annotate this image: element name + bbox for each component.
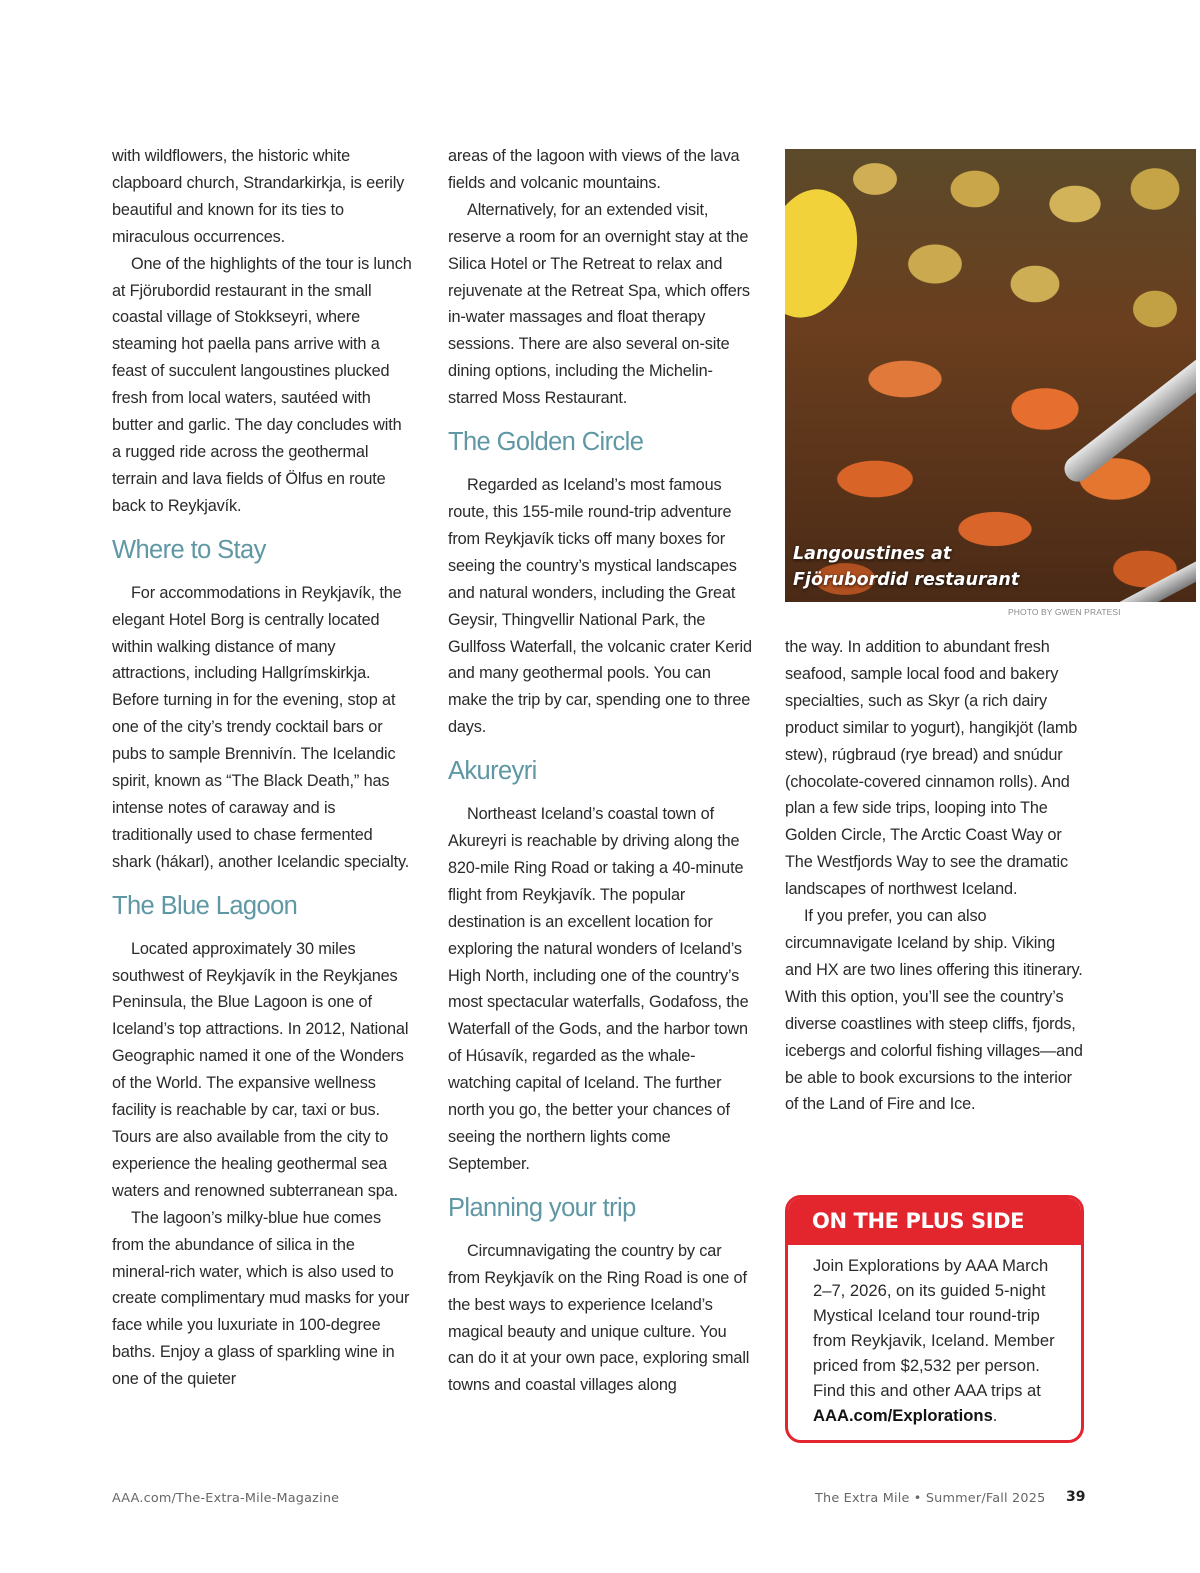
langoustines-photo: [785, 149, 1196, 602]
plus-side-sidebar: [785, 1195, 1084, 1443]
body-paragraph: For accommodations in Reykjavík, the elegant Hotel Borg is centrally located within walking distance of many attractions, including Hallgrímskirkja. Before turning in for the evening, stop at one of the city’s trendy cocktail bars or pubs to sample Brennivín. The Icelandic spirit, known as “The Black Death,” has intense notes of caraway and is traditionally used to chase fermented shark (hákarl), another Icelandic specialty.: [112, 583, 410, 871]
article-column-3: [785, 634, 1085, 1118]
sidebar-text: Join Explorations by AAA March 2–7, 2026, on its guided 5-night Mystical Iceland tour round-trip from Reykjavik, Iceland. Member priced from $2,532 per person. Find this and other AAA trips at: [813, 1256, 1055, 1400]
footer-issue: The Extra Mile • Summer/Fall 2025: [815, 1491, 1046, 1506]
body-paragraph: with wildflowers, the historic white clapboard church, Strandarkirkja, is eerily beautiful and known for its ties to miraculous occurrences.: [112, 147, 405, 246]
explorations-link[interactable]: AAA.com/Explorations: [813, 1406, 993, 1425]
body-paragraph: One of the highlights of the tour is lunch at Fjörubordid restaurant in the small coastal village of Stokkseyri, where steaming hot paella pans arrive with a feast of succulent langoustines plucked fresh from local waters, sautéed with butter and garlic. The day concludes with a rugged ride across the geothermal terrain and lava fields of Ölfus en route back to Reykjavík.: [112, 254, 412, 515]
body-paragraph: Circumnavigating the country by car from Reykjavík on the Ring Road is one of the best ways to experience Iceland’s magical beauty and unique culture. You can do it at your own pace, exploring small towns and coastal villages along: [448, 1241, 750, 1395]
serving-tongs-shape: [1090, 542, 1196, 602]
body-paragraph: Regarded as Iceland’s most famous route, this 155-mile round-trip adventure from Reykjavík ticks off many boxes for seeing the country’s mystical landscapes and natural wonders, including the Great Geysir, Thingvellir National Park, the Gullfoss Waterfall, the volcanic crater Kerid and many geothermal pools. You can make the trip by car, spending one to three days.: [448, 476, 752, 737]
body-paragraph: Located approximately 30 miles southwest of Reykjavík in the Reykjanes Peninsula, the Blue Lagoon is one of Iceland’s top attractions. In 2012, National Geographic named it one of the Wonders of the World. The expansive wellness facility is reachable by car, taxi or bus. Tours are also available from the city to experience the healing geothermal sea waters and renowned subterranean spa.: [112, 939, 409, 1200]
body-paragraph: areas of the lagoon with views of the lava fields and volcanic mountains.: [448, 147, 740, 192]
section-heading-where-to-stay: Where to Stay: [112, 535, 266, 564]
footer-url[interactable]: AAA.com/The-Extra-Mile-Magazine: [112, 1491, 340, 1506]
body-paragraph: If you prefer, you can also circumnavigate Iceland by ship. Viking and HX are two lines offering this itinerary. With this option, you’ll see the country’s diverse coastlines with steep cliffs, fjords, icebergs and colorful fishing villages—and be able to book excursions to the interior of the Land of Fire and Ice.: [785, 907, 1083, 1114]
body-paragraph: Alternatively, for an extended visit, reserve a room for an overnight stay at the Silica Hotel or The Retreat to relax and rejuvenate at the Retreat Spa, which offers in-water massages and float therapy sessions. There are also several on-site dining options, including the Michelin-starred Moss Restaurant.: [448, 200, 750, 408]
photo-credit: PHOTO BY GWEN PRATESI: [1008, 607, 1121, 617]
section-heading-planning: Planning your trip: [448, 1193, 636, 1222]
article-column-1: [112, 143, 412, 1393]
sidebar-title: ON THE PLUS SIDE: [788, 1198, 1081, 1245]
body-paragraph: The lagoon’s milky-blue hue comes from the abundance of silica in the mineral-rich water, which is also used to create complimentary mud masks for your face while you luxuriate in 100-degree baths. Enjoy a glass of sparkling wine in one of the quieter: [112, 1208, 410, 1389]
section-heading-blue-lagoon: The Blue Lagoon: [112, 891, 298, 920]
article-column-2: [448, 143, 753, 1399]
page-number: 39: [1066, 1489, 1086, 1505]
serving-tongs-shape: [1059, 337, 1196, 487]
body-paragraph: the way. In addition to abundant fresh seafood, sample local food and bakery specialties, such as Skyr (a rich dairy product similar to yogurt), hangikjöt (lamb stew), rúgbraud (rye bread) and snúdur (chocolate-covered cinnamon rolls). And plan a few side trips, looping into The Golden Circle, The Arctic Coast Way or The Westfjords Way to see the dramatic landscapes of northwest Iceland.: [785, 638, 1078, 899]
body-paragraph: Northeast Iceland’s coastal town of Akureyri is reachable by driving along the 820-mile Ring Road or taking a 40-minute flight from Reykjavík. The popular destination is an excellent location for exploring the natural wonders of Iceland’s High North, including one of the country’s most spectacular waterfalls, Godafoss, the Waterfall of the Gods, and the harbor town of Húsavík, regarded as the whale-watching capital of Iceland. The further north you go, the better your chances of seeing the northern lights come September.: [448, 805, 749, 1173]
sidebar-end: .: [992, 1406, 998, 1425]
section-heading-golden-circle: The Golden Circle: [448, 428, 644, 457]
photo-caption: Langoustines at Fjörubordid restaurant: [793, 544, 1020, 590]
sidebar-body: [788, 1245, 1081, 1428]
lemon-wedge-shape: [785, 178, 875, 331]
section-heading-akureyri: Akureyri: [448, 757, 537, 786]
